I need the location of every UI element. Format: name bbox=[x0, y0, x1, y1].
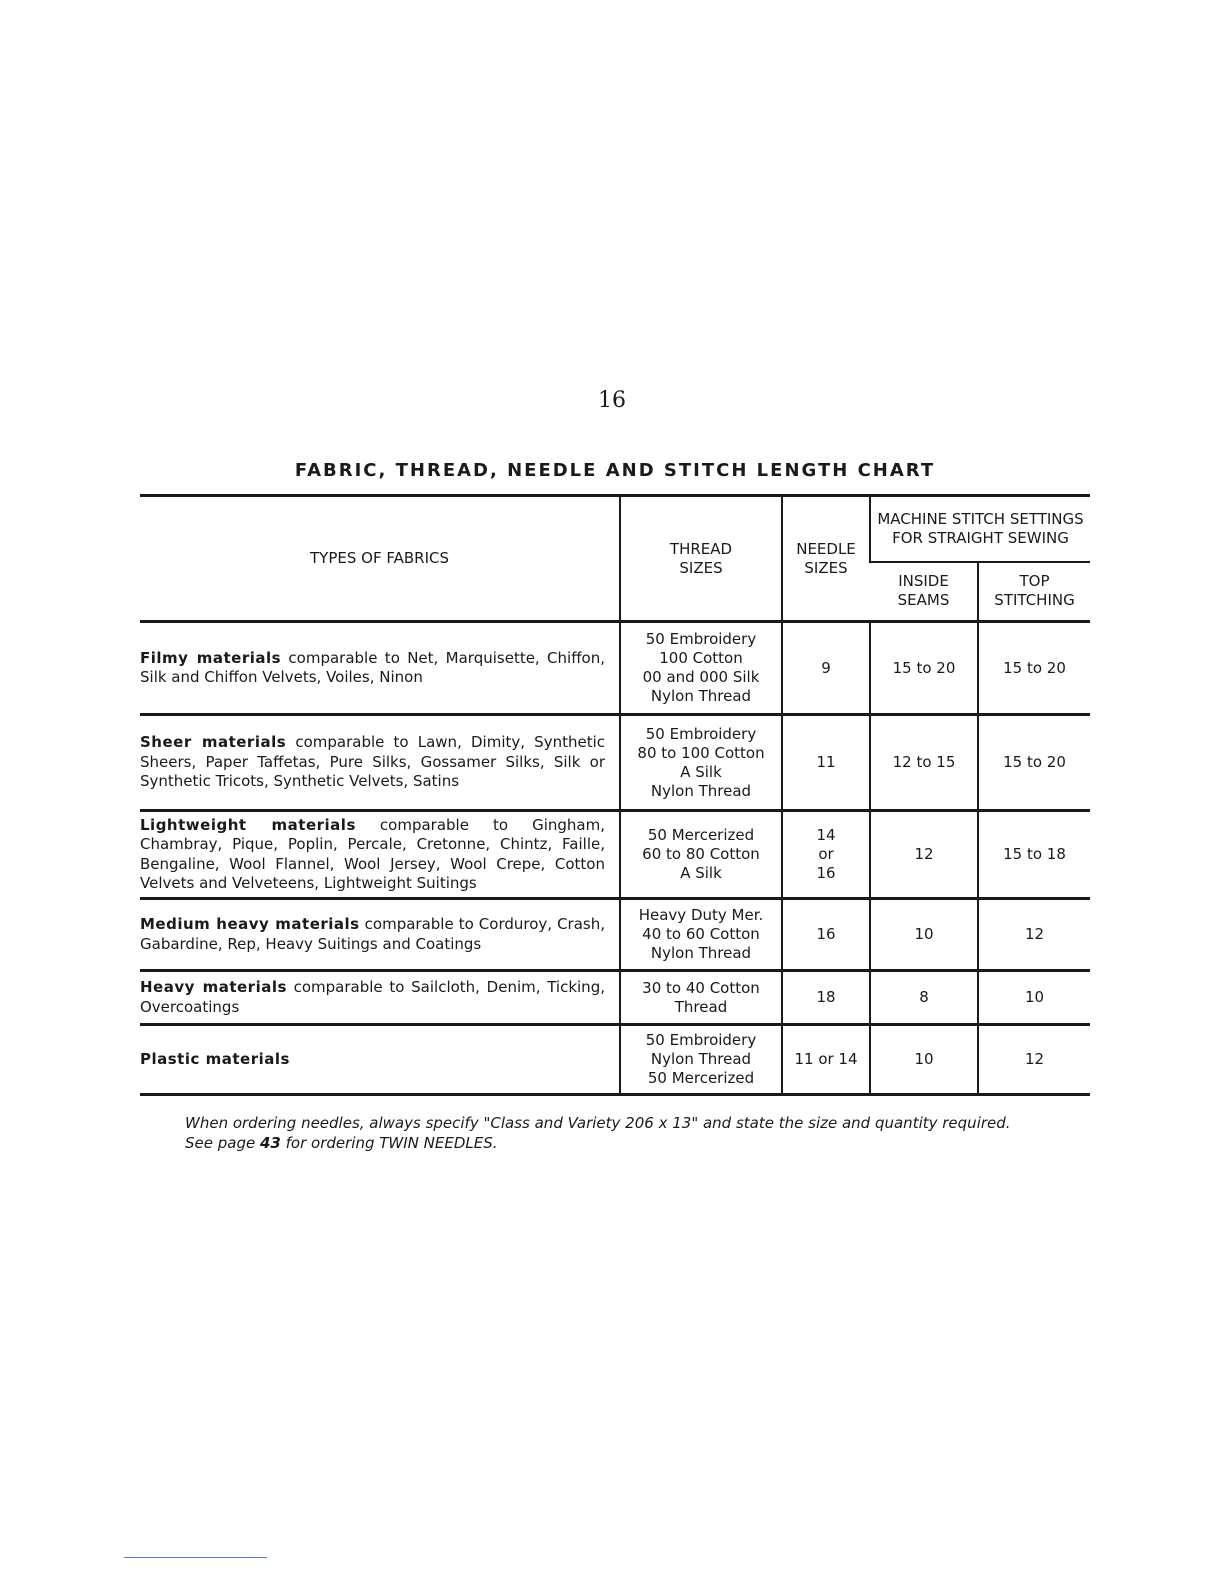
inside-seams-cell: 15 to 20 bbox=[870, 622, 978, 715]
header-types-of-fabrics: TYPES OF FABRICS bbox=[140, 496, 620, 622]
thread-sizes-cell: 50 Mercerized 60 to 80 Cotton A Silk bbox=[620, 811, 782, 899]
top-stitching-cell: 15 to 18 bbox=[978, 811, 1090, 899]
footnote-rule bbox=[124, 1557, 267, 1558]
ordering-note-line-1: When ordering needles, always specify "Class and Variety 206 x 13" and state the size and quantity required. bbox=[185, 1114, 1011, 1132]
fabric-type-cell: Medium heavy materials comparable to Corduroy, Crash, Gabardine, Rep, Heavy Suitings and Coatings bbox=[140, 899, 620, 971]
inside-seams-cell: 10 bbox=[870, 899, 978, 971]
thread-sizes-cell: Heavy Duty Mer. 40 to 60 Cotton Nylon Thread bbox=[620, 899, 782, 971]
ordering-note-line-2: See page 43 for ordering TWIN NEEDLES. bbox=[185, 1134, 498, 1152]
needle-sizes-cell: 9 bbox=[782, 622, 870, 715]
header-thread-sizes: THREAD SIZES bbox=[620, 496, 782, 622]
top-stitching-cell: 15 to 20 bbox=[978, 715, 1090, 811]
thread-sizes-cell: 50 Embroidery 80 to 100 Cotton A Silk Nylon Thread bbox=[620, 715, 782, 811]
inside-seams-cell: 12 bbox=[870, 811, 978, 899]
table-row bbox=[140, 971, 1090, 1025]
chart-title: FABRIC, THREAD, NEEDLE AND STITCH LENGTH CHART bbox=[294, 460, 936, 481]
table-row bbox=[140, 811, 1090, 899]
table-row bbox=[140, 899, 1090, 971]
needle-sizes-cell: 11 bbox=[782, 715, 870, 811]
needle-sizes-cell: 11 or 14 bbox=[782, 1025, 870, 1095]
header-needle-sizes: NEEDLE SIZES bbox=[782, 496, 870, 622]
fabric-type-cell: Heavy materials comparable to Sailcloth, Denim, Ticking, Overcoatings bbox=[140, 971, 620, 1025]
fabric-type-cell: Sheer materials comparable to Lawn, Dimity, Synthetic Sheers, Paper Taffetas, Pure Silks, Gossamer Silks, Silk or Synthetic Tricots, Synthetic Velvets, Satins bbox=[140, 715, 620, 811]
page-number: 16 bbox=[598, 388, 626, 413]
ordering-note bbox=[185, 1113, 1085, 1153]
top-stitching-cell: 12 bbox=[978, 899, 1090, 971]
thread-sizes-cell: 50 Embroidery Nylon Thread 50 Mercerized bbox=[620, 1025, 782, 1095]
fabric-chart-table bbox=[140, 494, 1090, 1096]
thread-sizes-cell: 30 to 40 Cotton Thread bbox=[620, 971, 782, 1025]
fabric-type-cell: Filmy materials comparable to Net, Marquisette, Chiffon, Silk and Chiffon Velvets, Voiles, Ninon bbox=[140, 622, 620, 715]
inside-seams-cell: 12 to 15 bbox=[870, 715, 978, 811]
table-row bbox=[140, 1025, 1090, 1095]
table-row bbox=[140, 715, 1090, 811]
needle-sizes-cell: 16 bbox=[782, 899, 870, 971]
needle-sizes-cell: 14 or 16 bbox=[782, 811, 870, 899]
fabric-type-cell: Plastic materials bbox=[140, 1025, 620, 1095]
header-inside-seams: INSIDE SEAMS bbox=[870, 562, 978, 622]
header-machine-stitch-settings: MACHINE STITCH SETTINGS FOR STRAIGHT SEWING bbox=[870, 496, 1090, 562]
needle-sizes-cell: 18 bbox=[782, 971, 870, 1025]
table-row bbox=[140, 622, 1090, 715]
top-stitching-cell: 10 bbox=[978, 971, 1090, 1025]
top-stitching-cell: 15 to 20 bbox=[978, 622, 1090, 715]
fabric-type-cell: Lightweight materials comparable to Gingham, Chambray, Pique, Poplin, Percale, Cretonne, Chintz, Faille, Bengaline, Wool Flannel, Wool Jersey, Wool Crepe, Cotton Velvets and Velveteens, Lightweight Suitings bbox=[140, 811, 620, 899]
top-stitching-cell: 12 bbox=[978, 1025, 1090, 1095]
inside-seams-cell: 10 bbox=[870, 1025, 978, 1095]
inside-seams-cell: 8 bbox=[870, 971, 978, 1025]
thread-sizes-cell: 50 Embroidery 100 Cotton 00 and 000 Silk Nylon Thread bbox=[620, 622, 782, 715]
header-top-stitching: TOP STITCHING bbox=[978, 562, 1090, 622]
